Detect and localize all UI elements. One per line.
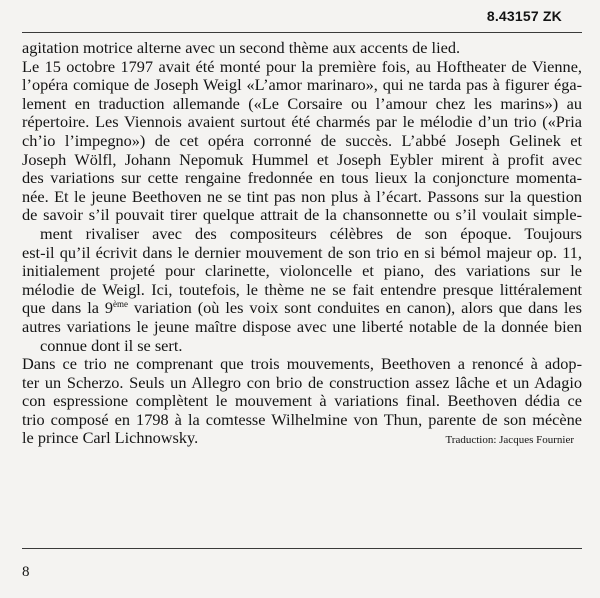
text-line: Dans ce trio ne comprenant que trois mouvements, Beethoven a renoncé à adop- bbox=[22, 354, 582, 374]
text-line: ter un Scherzo. Seuls un Allegro con brio de construction assez lâche et un Adagio bbox=[22, 372, 582, 392]
text-line: agitation motrice alterne avec un second thème aux accents de lied. bbox=[22, 38, 461, 57]
closing-text: le prince Carl Lichnowsky. bbox=[22, 428, 199, 448]
text-line: de savoir s’il pouvait tirer quelque attrait de la chansonnette ou s’il voulait simple- bbox=[22, 205, 582, 225]
text-line: ment rivaliser avec des compositeurs célèbres de son époque. Toujours bbox=[40, 223, 582, 243]
text-line-variation bbox=[22, 299, 582, 318]
text-line: connue dont il se sert. bbox=[40, 335, 183, 355]
text-line: lement en traduction allemande («Le Corsaire ou l’amour chez les marins») au bbox=[22, 93, 582, 113]
bottom-rule bbox=[22, 548, 582, 549]
body-text bbox=[22, 39, 582, 450]
top-rule bbox=[22, 32, 582, 33]
text-line: des variations sur cette rengaine fredonnée en tous lieux la conjoncture momenta- bbox=[22, 168, 582, 188]
text-line: trio composé en 1798 à la comtesse Wilhelmine von Thun, parente de son mécène bbox=[22, 409, 582, 429]
translation-credit: Traduction: Jacques Fournier bbox=[445, 434, 574, 447]
text-line: l’opéra comique de Joseph Weigl «L’amor marinaro», qui ne tarda pas à figurer éga- bbox=[22, 75, 582, 95]
text-line: autres variations le jeune maître dispose avec une liberté notable de la donnée bien bbox=[22, 316, 582, 336]
text-line: répertoire. Les Viennois avaient surtout été charmés par le mélodie d’un trio («Pria bbox=[22, 112, 582, 132]
text-line: mélodie de Weigl. Ici, toutefois, le thème ne se fait entendre presque littéralement bbox=[22, 279, 582, 299]
text-line-last bbox=[22, 429, 582, 450]
text-line: est-il qu’il écrivit dans le dernier mouvement de son trio en si bémol majeur op. 11, bbox=[22, 242, 582, 262]
text-line: née. Et le jeune Beethoven ne se tint pas non plus à l’écart. Passons sur la question bbox=[22, 186, 582, 206]
variation-text-after: variation (où les voix sont conduites en canon), alors que dans les bbox=[128, 298, 582, 318]
text-line: initialement projeté pour clarinette, violoncelle et piano, des variations sur le bbox=[22, 261, 582, 281]
variation-text-before: que dans la 9 bbox=[22, 298, 113, 318]
ordinal-superscript: ème bbox=[113, 299, 128, 310]
page-number: 8 bbox=[22, 564, 30, 580]
text-line: ch’io l’impegno») de cet opéra corronné de succès. L’abbé Joseph Gelinek et bbox=[22, 130, 582, 150]
catalog-number: 8.43157 ZK bbox=[486, 8, 562, 24]
text-line: con espressione complètent le mouvement à variations final. Beethoven dédia ce bbox=[22, 391, 582, 411]
text-line: Le 15 octobre 1797 avait été monté pour la première fois, au Hoftheater de Vienne, bbox=[22, 56, 582, 76]
text-line: Joseph Wölfl, Johann Nepomuk Hummel et Joseph Eybler mirent à profit avec bbox=[22, 149, 582, 169]
